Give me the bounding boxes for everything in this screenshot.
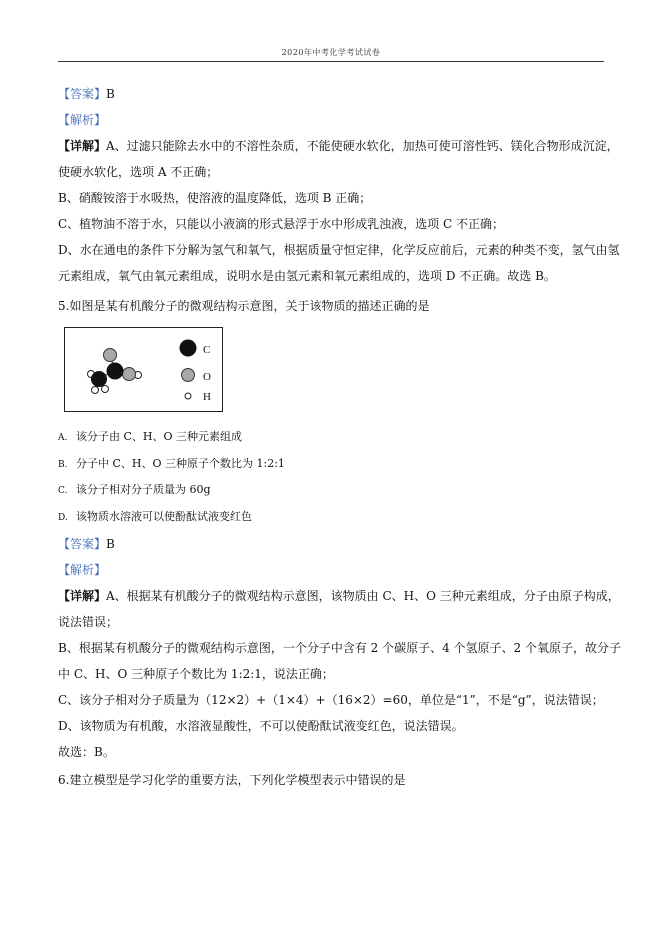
header-rule [58, 61, 604, 62]
oxygen-atom [123, 368, 136, 381]
q5-detail-line: C、该分子相对分子质量为（12×2）+（1×4）+（16×2）=60，单位是“1”，不是“g”，说法错误； [58, 693, 604, 707]
option-b [58, 456, 285, 473]
q5-detail-line: B、根据某有机酸分子的微观结构示意图，一个分子中含有 2 个碳原子、4 个氢原子、2 个氧原子，故分子 [58, 641, 621, 655]
q4-detail-line: C、植物油不溶于水，只能以小液滴的形式悬浮于水中形成乳浊液，选项 C 不正确； [58, 217, 504, 231]
q5-stem: 5.如图是某有机酸分子的微观结构示意图，关于该物质的描述正确的是 [58, 299, 430, 313]
q4-analysis [58, 112, 106, 128]
option-text: 该物质水溶液可以使酚酞试液变红色 [76, 510, 252, 523]
legend-oxygen-label: O [203, 371, 211, 383]
hydrogen-atom [92, 387, 99, 394]
analysis-tag: 【解析】 [58, 113, 107, 127]
oxygen-atom [104, 349, 117, 362]
answer-value: B [106, 87, 115, 101]
q5-detail-line: D、该物质为有机酸，水溶液显酸性，不可以使酚酞试液变红色，说法错误。 [58, 719, 464, 733]
page-header: 2020年中考化学考试试卷 [281, 48, 381, 57]
q5-detail-line: 中 C、H、O 三种原子个数比为 1:2:1，说法正确； [58, 667, 334, 681]
option-d [58, 509, 252, 526]
legend-hydrogen-label: H [203, 391, 211, 403]
option-letter: D. [58, 513, 68, 523]
molecule-figure [64, 327, 223, 412]
legend-carbon-icon [180, 340, 197, 357]
option-text: 分子中 C、H、O 三种原子个数比为 1:2:1 [76, 457, 285, 470]
legend-oxygen-icon [182, 369, 195, 382]
option-letter: C. [58, 486, 68, 496]
molecule-diagram [65, 328, 224, 413]
q6-stem: 6.建立模型是学习化学的重要方法，下列化学模型表示中错误的是 [58, 773, 406, 787]
option-c [58, 482, 211, 499]
option-text: 该分子相对分子质量为 60g [76, 483, 211, 496]
q5-detail-line: 故选：B。 [58, 745, 115, 759]
legend-carbon-label: C [203, 344, 211, 356]
option-letter: B. [58, 460, 68, 470]
q5-answer [58, 536, 115, 552]
q5-detail-line [58, 588, 620, 604]
answer-tag: 【答案】 [58, 537, 107, 551]
carbon-atom [107, 363, 124, 380]
q4-detail-line: D、水在通电的条件下分解为氢气和氧气，根据质量守恒定律，化学反应前后，元素的种类不变，氢气由氢 [58, 243, 620, 257]
detail-tag: 【详解】 [58, 139, 107, 153]
q4-detail-line: 元素组成，氧气由氧元素组成，说明水是由氢元素和氧元素组成的，选项 D 不正确。故选 B。 [58, 269, 556, 283]
answer-value: B [106, 537, 115, 551]
option-letter: A. [58, 433, 68, 443]
q4-detail-line: B、硝酸铵溶于水吸热，使溶液的温度降低，选项 B 正确； [58, 191, 372, 205]
detail-text: A、过滤只能除去水中的不溶性杂质，不能使硬水软化，加热可使可溶性钙、镁化合物形成沉淀， [106, 139, 619, 153]
legend-hydrogen-icon [185, 393, 191, 399]
option-text: 该分子由 C、H、O 三种元素组成 [76, 430, 243, 443]
detail-tag: 【详解】 [58, 589, 107, 603]
q4-detail-line: 使硬水软化，选项 A 不正确； [58, 165, 219, 179]
answer-tag: 【答案】 [58, 87, 107, 101]
q5-analysis [58, 562, 106, 578]
detail-text: A、根据某有机酸分子的微观结构示意图，该物质由 C、H、O 三种元素组成，分子由原子构成， [106, 589, 620, 603]
option-a [58, 429, 242, 446]
carbon-atom [91, 371, 107, 387]
hydrogen-atom [102, 386, 109, 393]
analysis-tag: 【解析】 [58, 563, 107, 577]
q4-detail-line [58, 138, 619, 154]
q5-detail-line: 说法错误； [58, 615, 119, 629]
q4-answer [58, 86, 115, 102]
